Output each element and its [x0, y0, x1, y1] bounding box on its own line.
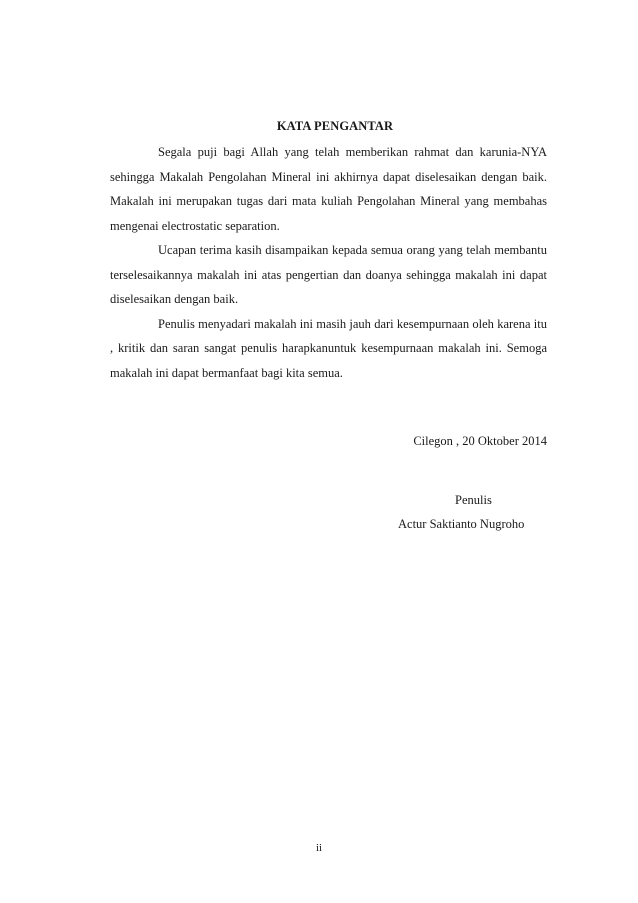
body-text [110, 140, 547, 385]
page-title: KATA PENGANTAR [276, 119, 394, 133]
signer-role: Penulis [455, 493, 492, 507]
place-date: Cilegon , 20 Oktober 2014 [413, 434, 547, 448]
signer-name: Actur Saktianto Nugroho [398, 517, 525, 531]
page-number: ii [315, 842, 323, 854]
paragraph-3: Penulis menyadari makalah ini masih jauh dari kesempurnaan oleh karena itu , kritik dan saran sangat penulis harapkanuntuk kesempurnaan makalah ini. Semoga makalah ini dapat bermanfaat bagi kita semua. [110, 316, 547, 380]
paragraph-1: Segala puji bagi Allah yang telah memberikan rahmat dan karunia-NYA sehingga Makalah Pengolahan Mineral ini akhirnya dapat diselesaikan dengan baik. Makalah ini merupakan tugas dari mata kuliah Pengolahan Mineral yang membahas mengenai electrostatic separation. [110, 145, 547, 233]
paragraph-2: Ucapan terima kasih disampaikan kepada semua orang yang telah membantu terselesaikannya makalah ini atas pengertian dan doanya sehingga makalah ini dapat diselesaikan dengan baik. [110, 243, 547, 306]
